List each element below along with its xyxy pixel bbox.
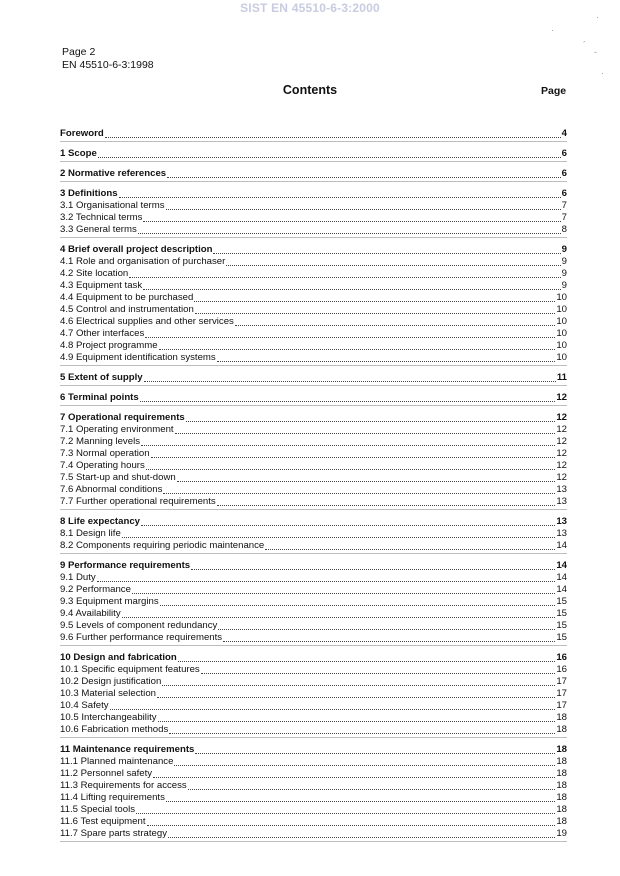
toc-entry-page: 9 (561, 244, 567, 255)
toc-entry-title: 7.3 Normal operation (60, 448, 150, 459)
dot-leader (97, 581, 556, 582)
dot-leader (110, 709, 556, 710)
toc-entry-title: 11.4 Lifting requirements (60, 792, 165, 803)
toc-entry-page: 4 (561, 128, 567, 139)
toc-entry-title: 9.2 Performance (60, 584, 131, 595)
toc-entry-4-5-control-and-instrumentation[interactable] (60, 304, 567, 316)
toc-entry-page: 6 (561, 168, 567, 179)
toc-entry-title: 10 Design and fabrication (60, 652, 177, 663)
dot-leader (140, 401, 556, 402)
toc-entry-title: 7.6 Abnormal conditions (60, 484, 163, 495)
toc-entry-4-6-electrical-supplies-and-other-services[interactable] (60, 316, 567, 328)
toc-entry-page: 9 (561, 256, 567, 267)
toc-entry-title: 10.1 Specific equipment features (60, 664, 200, 675)
toc-entry-title: 3.1 Organisational terms (60, 200, 165, 211)
toc-entry-title: 3.3 General terms (60, 224, 137, 235)
toc-entry-7-7-further-operational-requirements[interactable] (60, 496, 567, 508)
toc-entry-title: 2 Normative references (60, 168, 167, 179)
toc-entry-page: 18 (556, 768, 567, 779)
dot-leader (191, 569, 555, 570)
dot-leader (151, 457, 556, 458)
toc-entry-4-4-equipment-to-be-purchased[interactable] (60, 292, 567, 304)
toc-entry-page: 15 (556, 620, 567, 631)
toc-entry-page: 16 (556, 652, 567, 663)
dot-leader (162, 685, 555, 686)
toc-section (60, 128, 567, 142)
toc-entry-page: 8 (561, 224, 567, 235)
toc-entry-11-7-spare-parts-strategy[interactable] (60, 828, 567, 840)
toc-entry-7-2-manning-levels[interactable] (60, 436, 567, 448)
toc-entry-title: 11.6 Test equipment (60, 816, 146, 827)
toc-entry-page: 12 (556, 424, 567, 435)
dot-leader (147, 825, 556, 826)
toc-entry-title: 5 Extent of supply (60, 372, 143, 383)
toc-entry-title: 4.5 Control and instrumentation (60, 304, 194, 315)
toc-entry-page: 15 (556, 632, 567, 643)
toc-entry-title: 11.7 Spare parts strategy (60, 828, 168, 839)
toc-entry-title: 7.2 Manning levels (60, 436, 140, 447)
dot-leader (217, 361, 556, 362)
dot-leader (186, 421, 556, 422)
toc-entry-title: 11.5 Special tools (60, 804, 136, 815)
toc-section (60, 412, 567, 510)
toc-entry-3-3-general-terms[interactable] (60, 224, 567, 236)
dot-leader (136, 813, 555, 814)
toc-section (60, 244, 567, 366)
dot-leader (158, 721, 556, 722)
toc-entry-10-4-safety[interactable] (60, 700, 567, 712)
dot-leader (153, 777, 555, 778)
dot-leader (166, 801, 555, 802)
toc-entry-title: 10.3 Material selection (60, 688, 156, 699)
toc-entry-8-2-components-requiring-periodic-maintenance[interactable] (60, 540, 567, 552)
toc-entry-page: 12 (556, 460, 567, 471)
document-id: EN 45510-6-3:1998 (62, 59, 154, 71)
toc-entry-3-1-organisational-terms[interactable] (60, 200, 567, 212)
toc-entry-title: 11 Maintenance requirements (60, 744, 195, 755)
toc-entry-page: 10 (556, 292, 567, 303)
toc-entry-title: 11.3 Requirements for access (60, 780, 187, 791)
toc-entry-page: 16 (556, 664, 567, 675)
toc-entry-page: 6 (561, 148, 567, 159)
dot-leader (174, 765, 555, 766)
toc-entry-page: 12 (556, 392, 567, 403)
dot-leader (160, 605, 556, 606)
toc-entry-page: 10 (556, 352, 567, 363)
toc-entry-page: 18 (556, 816, 567, 827)
toc-entry-1-scope[interactable] (60, 148, 567, 160)
toc-entry-title: 4.7 Other interfaces (60, 328, 145, 339)
dot-leader (177, 481, 556, 482)
toc-entry-page: 17 (556, 700, 567, 711)
toc-entry-3-2-technical-terms[interactable] (60, 212, 567, 224)
toc-entry-page: 14 (556, 572, 567, 583)
toc-entry-page: 15 (556, 608, 567, 619)
dot-leader (218, 629, 555, 630)
dot-leader (195, 313, 555, 314)
toc-entry-4-9-equipment-identification-systems[interactable] (60, 352, 567, 364)
dot-leader (141, 525, 555, 526)
scan-speck-decoration: ´ (583, 40, 586, 50)
toc-section (60, 744, 567, 842)
toc-entry-5-extent-of-supply[interactable] (60, 372, 567, 384)
toc-entry-8-1-design-life[interactable] (60, 528, 567, 540)
toc-entry-title: 7.5 Start-up and shut-down (60, 472, 176, 483)
dot-leader (195, 753, 555, 754)
toc-entry-11-4-lifting-requirements[interactable] (60, 792, 567, 804)
dot-leader (138, 233, 561, 234)
toc-entry-page: 14 (556, 584, 567, 595)
toc-entry-10-5-interchangeability[interactable] (60, 712, 567, 724)
toc-entry-7-4-operating-hours[interactable] (60, 460, 567, 472)
toc-entry-page: 18 (556, 744, 567, 755)
dot-leader (188, 789, 556, 790)
toc-section (60, 168, 567, 182)
toc-entry-page: 9 (561, 268, 567, 279)
toc-entry-9-2-performance[interactable] (60, 584, 567, 596)
toc-entry-9-performance-requirements[interactable] (60, 560, 567, 572)
toc-entry-title: 9.3 Equipment margins (60, 596, 159, 607)
toc-entry-8-life-expectancy[interactable] (60, 516, 567, 528)
dot-leader (143, 289, 561, 290)
toc-entry-page: 14 (556, 560, 567, 571)
dot-leader (201, 673, 556, 674)
toc-entry-9-6-further-performance-requirements[interactable] (60, 632, 567, 644)
toc-entry-11-6-test-equipment[interactable] (60, 816, 567, 828)
toc-entry-page: 11 (556, 372, 567, 383)
toc-entry-page: 13 (556, 528, 567, 539)
dot-leader (217, 505, 556, 506)
page-column-label: Page (541, 85, 567, 97)
dot-leader (98, 157, 561, 158)
toc-entry-title: 3.2 Technical terms (60, 212, 143, 223)
toc-entry-10-design-and-fabrication[interactable] (60, 652, 567, 664)
toc-entry-10-3-material-selection[interactable] (60, 688, 567, 700)
dot-leader (167, 177, 561, 178)
toc-entry-title: 11.2 Personnel safety (60, 768, 153, 779)
dot-leader (163, 493, 555, 494)
toc-entry-title: 4.1 Role and organisation of purchaser (60, 256, 226, 267)
dot-leader (119, 197, 561, 198)
toc-section (60, 516, 567, 554)
page-number-label: Page 2 (62, 46, 96, 58)
toc-entry-9-1-duty[interactable] (60, 572, 567, 584)
toc-entry-title: 7.7 Further operational requirements (60, 496, 216, 507)
toc-entry-page: 7 (561, 200, 567, 211)
dot-leader (166, 209, 561, 210)
toc-entry-page: 18 (556, 756, 567, 767)
toc-entry-title: 4 Brief overall project description (60, 244, 213, 255)
dot-leader (226, 265, 560, 266)
toc-entry-11-maintenance-requirements[interactable] (60, 744, 567, 756)
toc-entry-9-3-equipment-margins[interactable] (60, 596, 567, 608)
toc-entry-title: 9.4 Availability (60, 608, 121, 619)
dot-leader (235, 325, 555, 326)
toc-entry-4-1-role-and-organisation-of-purchaser[interactable] (60, 256, 567, 268)
toc-entry-page: 18 (556, 792, 567, 803)
dot-leader (105, 137, 561, 138)
toc-entry-page: 10 (556, 340, 567, 351)
toc-entry-title: 10.5 Interchangeability (60, 712, 157, 723)
toc-entry-10-6-fabrication-methods[interactable] (60, 724, 567, 736)
toc-section (60, 652, 567, 738)
toc-entry-page: 7 (561, 212, 567, 223)
toc-entry-title: 4.8 Project programme (60, 340, 158, 351)
dot-leader (168, 837, 555, 838)
toc-entry-3-definitions[interactable] (60, 188, 567, 200)
toc-entry-title: 7 Operational requirements (60, 412, 185, 423)
toc-entry-title: 6 Terminal points (60, 392, 139, 403)
toc-entry-page: 10 (556, 316, 567, 327)
toc-entry-page: 17 (556, 676, 567, 687)
toc-entry-title: 4.2 Site location (60, 268, 129, 279)
scan-speck-decoration: · (601, 68, 604, 78)
toc-entry-title: 4.4 Equipment to be purchased (60, 292, 194, 303)
toc-entry-6-terminal-points[interactable] (60, 392, 567, 404)
toc-entry-title: 9.5 Levels of component redundancy (60, 620, 218, 631)
toc-entry-title: 4.6 Electrical supplies and other services (60, 316, 234, 327)
dot-leader (145, 337, 555, 338)
toc-entry-title: 10.6 Fabrication methods (60, 724, 169, 735)
toc-entry-4-2-site-location[interactable] (60, 268, 567, 280)
toc-section (60, 188, 567, 238)
watermark: SIST EN 45510-6-3:2000 (240, 1, 380, 15)
dot-leader (159, 349, 556, 350)
toc-entry-page: 13 (556, 484, 567, 495)
toc-entry-7-6-abnormal-conditions[interactable] (60, 484, 567, 496)
toc-entry-11-5-special-tools[interactable] (60, 804, 567, 816)
toc-entry-title: 8.2 Components requiring periodic maintenance (60, 540, 265, 551)
toc-entry-page: 14 (556, 540, 567, 551)
scan-speck-decoration: - (594, 47, 597, 57)
toc-entry-7-operational-requirements[interactable] (60, 412, 567, 424)
toc-entry-4-brief-overall-project-description[interactable] (60, 244, 567, 256)
page-title: Contents (282, 83, 338, 97)
dot-leader (178, 661, 556, 662)
toc-entry-page: 19 (556, 828, 567, 839)
toc-entry-title: 10.2 Design justification (60, 676, 162, 687)
toc-entry-title: 10.4 Safety (60, 700, 109, 711)
toc-entry-title: 8.1 Design life (60, 528, 121, 539)
toc-entry-4-3-equipment-task[interactable] (60, 280, 567, 292)
dot-leader (122, 537, 556, 538)
toc-entry-11-3-requirements-for-access[interactable] (60, 780, 567, 792)
toc-entry-title: 4.9 Equipment identification systems (60, 352, 216, 363)
toc-entry-page: 17 (556, 688, 567, 699)
dot-leader (129, 277, 560, 278)
toc-entry-page: 9 (561, 280, 567, 291)
dot-leader (265, 549, 555, 550)
toc-entry-page: 6 (561, 188, 567, 199)
dot-leader (141, 445, 555, 446)
toc-entry-page: 12 (556, 436, 567, 447)
toc-entry-10-2-design-justification[interactable] (60, 676, 567, 688)
toc-section (60, 148, 567, 162)
toc-entry-page: 18 (556, 804, 567, 815)
toc-entry-title: 3 Definitions (60, 188, 118, 199)
toc-entry-7-3-normal-operation[interactable] (60, 448, 567, 460)
dot-leader (194, 301, 555, 302)
toc-entry-page: 13 (556, 516, 567, 527)
toc-entry-7-5-start-up-and-shut-down[interactable] (60, 472, 567, 484)
toc-entry-title: Foreword (60, 128, 104, 139)
toc-section (60, 392, 567, 406)
table-of-contents (60, 128, 567, 848)
toc-entry-9-5-levels-of-component-redundancy[interactable] (60, 620, 567, 632)
dot-leader (143, 221, 560, 222)
toc-entry-page: 10 (556, 328, 567, 339)
toc-entry-11-1-planned-maintenance[interactable] (60, 756, 567, 768)
scan-speck-decoration: · (551, 25, 554, 35)
toc-entry-page: 13 (556, 496, 567, 507)
dot-leader (175, 433, 556, 434)
toc-entry-title: 7.4 Operating hours (60, 460, 145, 471)
toc-entry-9-4-availability[interactable] (60, 608, 567, 620)
toc-entry-page: 18 (556, 780, 567, 791)
toc-entry-title: 1 Scope (60, 148, 97, 159)
toc-entry-7-1-operating-environment[interactable] (60, 424, 567, 436)
dot-leader (122, 617, 556, 618)
toc-entry-title: 11.1 Planned maintenance (60, 756, 174, 767)
page-header (62, 46, 154, 72)
dot-leader (157, 697, 555, 698)
toc-section (60, 560, 567, 646)
toc-entry-4-7-other-interfaces[interactable] (60, 328, 567, 340)
toc-section (60, 372, 567, 386)
toc-entry-page: 15 (556, 596, 567, 607)
toc-entry-title: 7.1 Operating environment (60, 424, 174, 435)
toc-entry-page: 10 (556, 304, 567, 315)
toc-entry-11-2-personnel-safety[interactable] (60, 768, 567, 780)
toc-entry-title: 8 Life expectancy (60, 516, 140, 527)
toc-entry-title: 9.6 Further performance requirements (60, 632, 223, 643)
dot-leader (132, 593, 555, 594)
toc-entry-foreword[interactable] (60, 128, 567, 140)
toc-entry-page: 18 (556, 712, 567, 723)
toc-entry-4-8-project-programme[interactable] (60, 340, 567, 352)
toc-entry-page: 12 (556, 412, 567, 423)
dot-leader (146, 469, 556, 470)
dot-leader (223, 641, 555, 642)
dot-leader (213, 253, 560, 254)
dot-leader (144, 381, 556, 382)
toc-entry-title: 9 Performance requirements (60, 560, 191, 571)
toc-entry-page: 12 (556, 472, 567, 483)
dot-leader (169, 733, 555, 734)
toc-entry-page: 12 (556, 448, 567, 459)
toc-entry-page: 18 (556, 724, 567, 735)
toc-entry-10-1-specific-equipment-features[interactable] (60, 664, 567, 676)
toc-entry-title: 9.1 Duty (60, 572, 96, 583)
scan-speck-decoration: · (596, 12, 599, 22)
toc-entry-title: 4.3 Equipment task (60, 280, 143, 291)
toc-entry-2-normative-references[interactable] (60, 168, 567, 180)
